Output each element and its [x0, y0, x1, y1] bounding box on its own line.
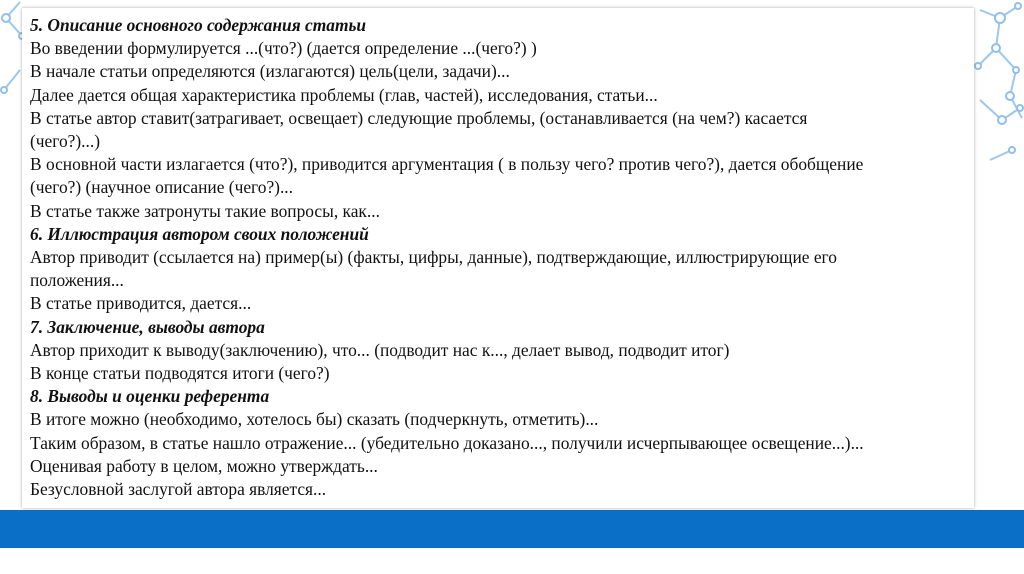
text-line: (чего?)...) — [30, 131, 100, 152]
section-heading: 7. Заключение, выводы автора — [30, 316, 265, 337]
text-line: Таким образом, в статье нашло отражение... (убедительно доказано..., получили исчерпывающее освещение...)... — [30, 432, 864, 453]
text-line: В начале статьи определяются (излагаются) цель(цели, задачи)... — [30, 61, 510, 82]
text-line: (чего?) (научное описание (чего?)... — [30, 177, 294, 198]
text-line: Автор приходит к выводу(заключению), что... (подводит нас к..., делает вывод, подводит итог) — [30, 339, 730, 360]
text-line: В конце статьи подводятся итоги (чего?) — [30, 363, 330, 384]
content-text-box — [22, 8, 974, 508]
text-line: В итоге можно (необходимо, хотелось бы) сказать (подчеркнуть, отметить)... — [30, 409, 599, 430]
section-heading: 6. Иллюстрация автором своих положений — [30, 223, 369, 244]
text-line: В статье автор ставит(затрагивает, освещает) следующие проблемы, (останавливается (на чем?) касается — [30, 107, 808, 128]
blue-footer-band — [0, 510, 1024, 548]
text-line: положения... — [30, 270, 124, 291]
text-line: Автор приводит (ссылается на) пример(ы) (факты, цифры, данные), подтверждающие, иллюстрирующие его — [30, 247, 837, 268]
text-line: В статье также затронуты такие вопросы, как... — [30, 200, 380, 221]
bottom-margin — [0, 548, 1024, 574]
text-line: В статье приводится, дается... — [30, 293, 252, 314]
text-line: Оценивая работу в целом, можно утверждать... — [30, 455, 378, 476]
section-heading: 8. Выводы и оценки референта — [30, 386, 270, 407]
section-heading: 5. Описание основного содержания статьи — [30, 15, 367, 35]
text-line: Во введении формулируется ...(что?) (дается определение ...(чего?) ) — [30, 38, 537, 59]
text-line: Безусловной заслугой автора является... — [30, 479, 327, 500]
text-line: В основной части излагается (что?), приводится аргументация ( в пользу чего? против чего?), дается обобщение — [30, 154, 864, 175]
text-line: Далее дается общая характеристика проблемы (глав, частей), исследования, статьи... — [30, 84, 658, 105]
